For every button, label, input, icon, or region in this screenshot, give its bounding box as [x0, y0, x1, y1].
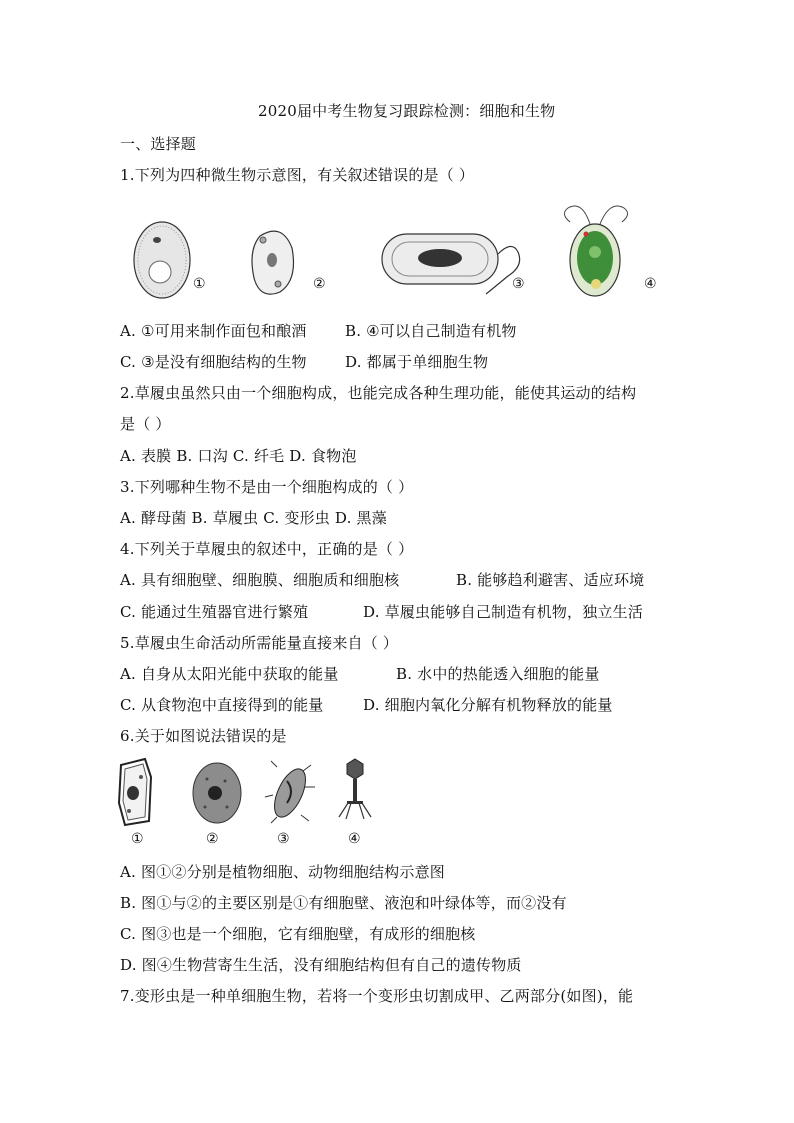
q6-label-2: ② [206, 831, 219, 847]
yeast-illustration [134, 222, 190, 298]
animal-cell-illustration [193, 763, 241, 823]
page-title: 2020届中考生物复习跟踪检测：细胞和生物 [258, 102, 556, 120]
virus-illustration [339, 759, 371, 819]
q4-option-c: C. 能通过生殖器官进行繁殖 [120, 603, 309, 621]
question-5-stem: 5.草履虫生命活动所需能量直接来自（ ） [120, 634, 399, 652]
q5-options-row-1 [120, 664, 600, 684]
bacterium-illustration [382, 234, 520, 294]
q3-options: A. 酵母菌 B. 草履虫 C. 变形虫 D. 黑藻 [120, 509, 387, 527]
plant-cell-illustration [119, 759, 151, 825]
q5-option-c: C. 从食物泡中直接得到的能量 [120, 696, 324, 714]
q1-option-d: D. 都属于单细胞生物 [345, 353, 489, 371]
q6-option-b: B. 图①与②的主要区别是①有细胞壁、液泡和叶绿体等，而②没有 [120, 894, 567, 912]
question-3-stem: 3.下列哪种生物不是由一个细胞构成的（ ） [120, 478, 414, 496]
q5-option-a: A. 自身从太阳光能中获取的能量 [120, 665, 339, 683]
q1-label-2: ② [313, 276, 326, 292]
q1-option-c: C. ③是没有细胞结构的生物 [120, 353, 307, 371]
q1-label-3: ③ [512, 276, 525, 292]
question-6-stem: 6.关于如图说法错误的是 [120, 727, 287, 745]
q5-option-b: B. 水中的热能透入细胞的能量 [396, 665, 600, 683]
question-7-stem: 7.变形虫是一种单细胞生物，若将一个变形虫切割成甲、乙两部分(如图)，能 [120, 987, 634, 1005]
bacterium-cell-illustration [265, 761, 315, 823]
q6-label-3: ③ [277, 831, 290, 847]
question-2-stem-line-1: 2.草履虫虽然只由一个细胞构成，也能完成各种生理功能，能使其运动的结构 [120, 384, 637, 402]
q5-options-row-2 [120, 695, 613, 715]
q5-option-d: D. 细胞内氧化分解有机物释放的能量 [363, 696, 613, 714]
q2-options: A. 表膜 B. 口沟 C. 纤毛 D. 食物泡 [120, 447, 357, 465]
q1-options-row-2 [120, 352, 488, 372]
q6-option-a: A. 图①②分别是植物细胞、动物细胞结构示意图 [120, 863, 445, 881]
q6-option-c: C. 图③也是一个细胞，它有细胞壁，有成形的细胞核 [120, 925, 476, 943]
q6-label-4: ④ [348, 831, 361, 847]
q6-option-d: D. 图④生物营寄生生活，没有细胞结构但有自己的遗传物质 [120, 956, 522, 974]
q4-option-d: D. 草履虫能够自己制造有机物，独立生活 [363, 603, 644, 621]
q4-options-row-1 [120, 570, 644, 590]
question-1-stem: 1.下列为四种微生物示意图，有关叙述错误的是（ ） [120, 166, 475, 184]
q4-option-b: B. 能够趋利避害、适应环境 [456, 571, 645, 589]
q6-figure [115, 757, 375, 827]
section-heading: 一、选择题 [120, 135, 197, 153]
paramecium-illustration [252, 231, 294, 294]
question-4-stem: 4.下列关于草履虫的叙述中，正确的是（ ） [120, 540, 414, 558]
q1-option-b: B. ④可以自己制造有机物 [345, 322, 517, 340]
q1-label-1: ① [193, 276, 206, 292]
q1-label-4: ④ [644, 276, 657, 292]
q4-option-a: A. 具有细胞壁、细胞膜、细胞质和细胞核 [120, 571, 400, 589]
q4-options-row-2 [120, 602, 643, 622]
chlamydomonas-illustration [564, 206, 627, 296]
q1-option-a: A. ①可用来制作面包和酿酒 [120, 322, 307, 340]
question-2-stem-line-2: 是（ ） [120, 415, 171, 433]
q1-options-row-1 [120, 321, 517, 341]
q6-label-1: ① [131, 831, 144, 847]
